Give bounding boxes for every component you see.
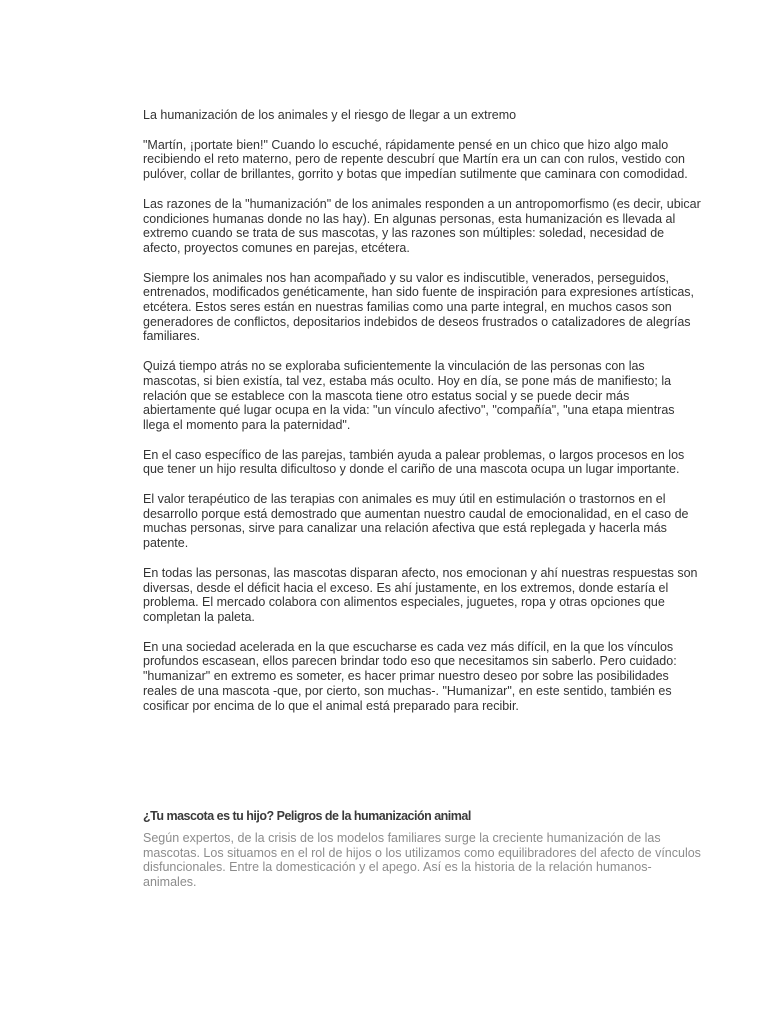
document-body xyxy=(143,108,703,728)
document-title: La humanización de los animales y el riesgo de llegar a un extremo xyxy=(143,108,517,122)
paragraph-2: Las razones de la "humanización" de los animales responden a un antropomorfismo (es decir, ubicar condiciones humanas donde no las hay). En algunas personas, esta humanización es llevada al extremo cuando se trata de sus mascotas, y las razones son múltiples: soledad, necesidad de afecto, proyectos comunes en parejas, etcétera. xyxy=(143,196,701,255)
paragraph-5: En el caso específico de las parejas, también ayuda a palear problemas, o largos procesos en los que tener un hijo resulta dificultoso y donde el cariño de una mascota ocupa un lugar importante. xyxy=(143,447,685,477)
paragraph-8: En una sociedad acelerada en la que escucharse es cada vez más difícil, en la que los vínculos profundos escasean, ellos parecen brindar todo eso que necesitamos sin saberlo. Pero cuidado: "humanizar" en extremo es someter, es hacer primar nuestro deseo por sobre las posibilidades reales de una mascota -que, por cierto, son muchas-. "Humanizar", en este sentido, también es cosificar por encima de lo que el animal está preparado para recibir. xyxy=(143,639,677,713)
related-article xyxy=(143,809,703,890)
paragraph-1: "Martín, ¡portate bien!" Cuando lo escuché, rápidamente pensé en un chico que hizo algo malo recibiendo el reto materno, pero de repente descubrí que Martín era un can con rulos, vestido con pulóver, collar de brillantes, gorrito y botas que impedían sutilmente que caminara con comodidad. xyxy=(143,137,688,182)
related-article-summary: Según expertos, de la crisis de los modelos familiares surge la creciente humanización de las mascotas. Los situamos en el rol de hijos o los utilizamos como equilibradores del afecto de vínculos disfuncionales. Entre la domesticación y el apego. Así es la historia de la relación humanos-animales. xyxy=(143,831,701,890)
paragraph-6: El valor terapéutico de las terapias con animales es muy útil en estimulación o trastornos en el desarrollo porque está demostrado que aumentan nuestro caudal de emocionalidad, en el caso de muchas personas, sirve para canalizar una relación afectiva que está replegada y hacerla más patente. xyxy=(143,492,689,551)
paragraph-7: En todas las personas, las mascotas disparan afecto, nos emocionan y ahí nuestras respuestas son diversas, desde el déficit hacia el exceso. Es ahí justamente, en los extremos, donde estaría el problema. El mercado colabora con alimentos especiales, juguetes, ropa y otras opciones que completan la paleta. xyxy=(143,565,698,624)
paragraph-4: Quizá tiempo atrás no se exploraba suficientemente la vinculación de las personas con las mascotas, si bien existía, tal vez, estaba más oculto. Hoy en día, se pone más de manifiesto; la relación que se establece con la mascota tiene otro estatus social y se puede decir más abiertamente qué lugar ocupa en la vida: "un vínculo afectivo", "compañía", "una etapa mientras llega el momento para la paternidad". xyxy=(143,359,675,432)
paragraph-3: Siempre los animales nos han acompañado y su valor es indiscutible, venerados, perseguidos, entrenados, modificados genéticamente, han sido fuente de inspiración para expresiones artísticas, etcétera. Estos seres están en nuestras familias como una parte integral, en muchos casos son generadores de conflictos, depositarios indebidos de deseos frustrados o catalizadores de alegrías familiares. xyxy=(143,270,695,344)
related-article-title: ¿Tu mascota es tu hijo? Peligros de la humanización animal xyxy=(143,809,471,823)
